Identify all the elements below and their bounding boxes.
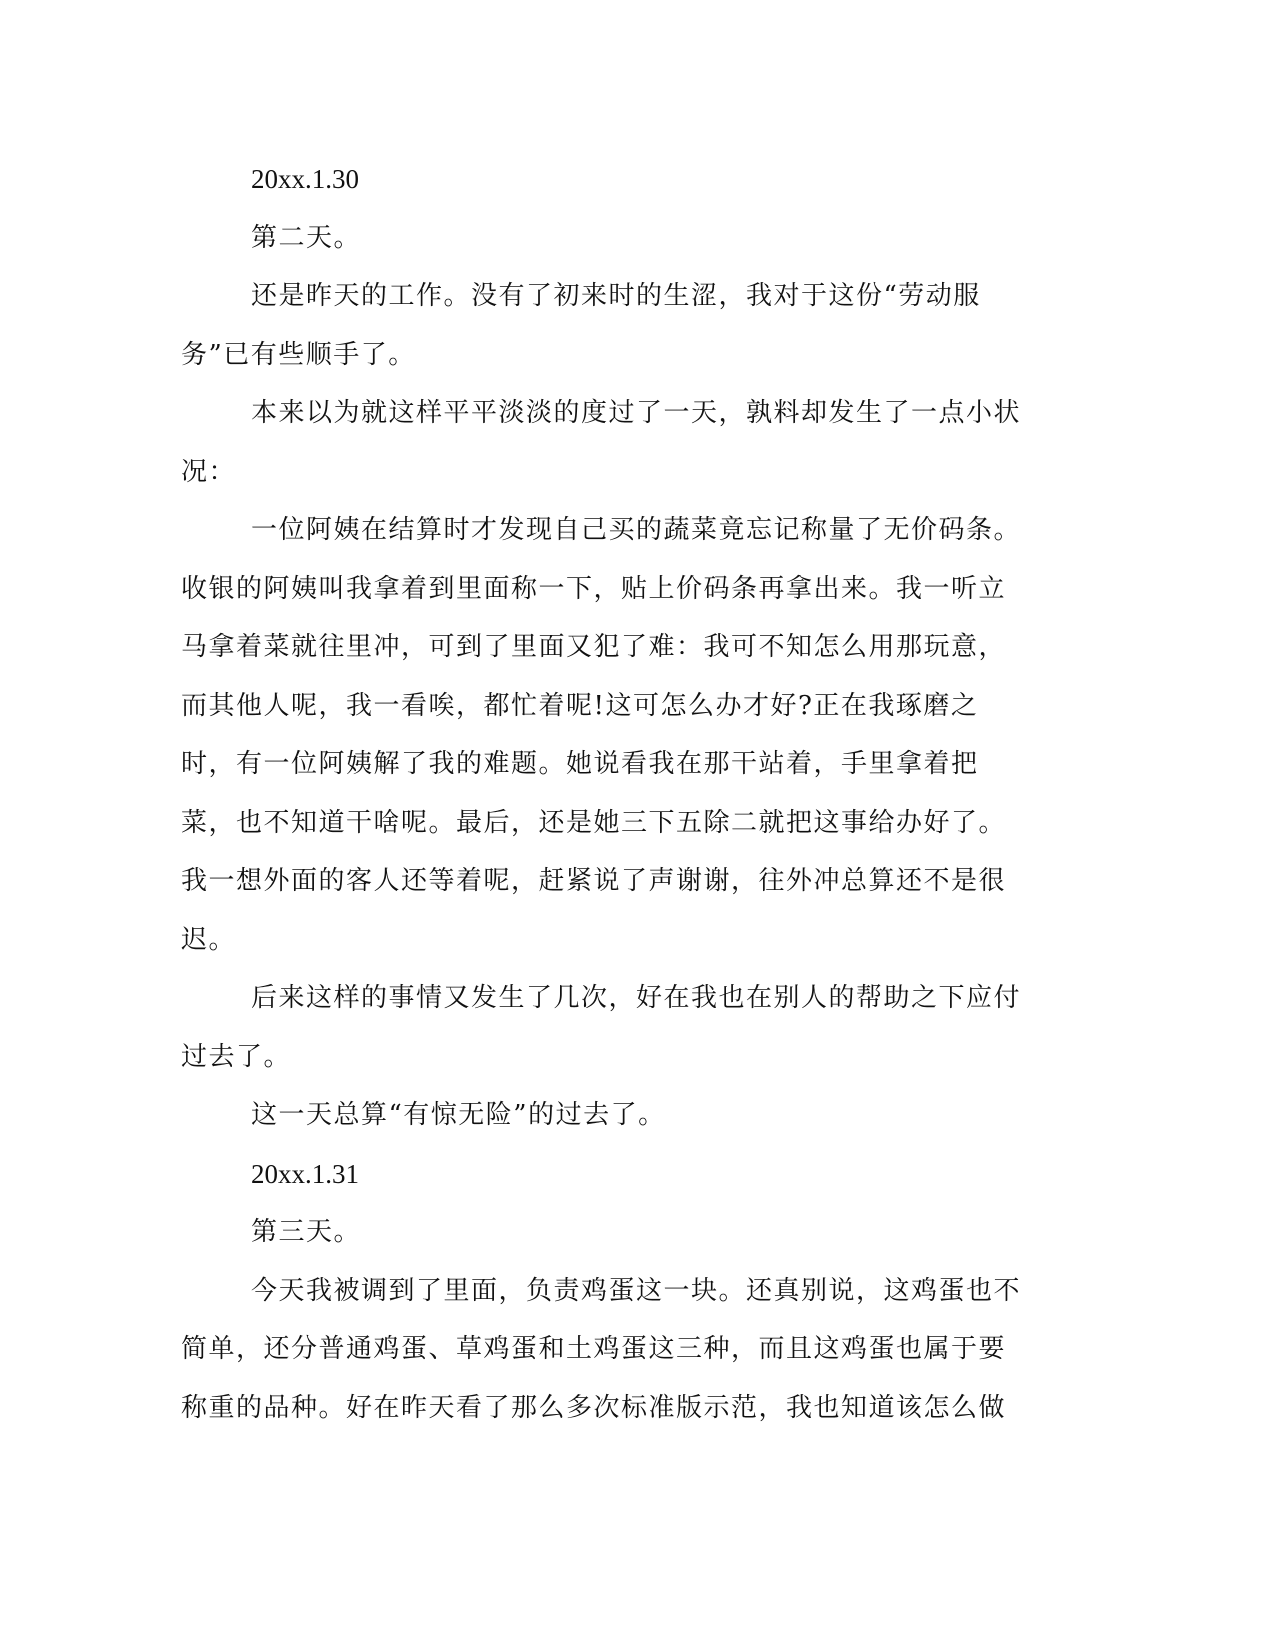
- document-page: [181, 150, 1031, 1437]
- paragraph: 今天我被调到了里面，负责鸡蛋这一块。还真别说，这鸡蛋也不简单，还分普通鸡蛋、草鸡蛋和土鸡蛋这三种，而且这鸡蛋也属于要称重的品种。好在昨天看了那么多次标准版示范，我也知道该怎么做: [181, 1275, 1022, 1423]
- date-heading: 20xx.1.30: [251, 164, 359, 194]
- paragraph: 后来这样的事情又发生了几次，好在我也在别人的帮助之下应付过去了。: [181, 983, 1022, 1072]
- date-heading: 20xx.1.31: [251, 1158, 359, 1189]
- day-heading: 第二天。: [251, 222, 362, 253]
- paragraph: 一位阿姨在结算时才发现自己买的蔬菜竟忘记称量了无价码条。收银的阿姨叫我拿着到里面称一下，贴上价码条再拿出来。我一听立马拿着菜就往里冲，可到了里面又犯了难：我可不知怎么用那玩意，而其他人呢，我一看唉，都忙着呢!这可怎么办才好?正在我琢磨之时，有一位阿姨解了我的难题。她说看我在那干站着，手里拿着把菜，也不知道干啥呢。最后，还是她三下五除二就把这事给办好了。我一想外面的客人还等着呢，赶紧说了声谢谢，往外冲总算还不是很迟。: [181, 515, 1022, 955]
- paragraph: 还是昨天的工作。没有了初来时的生涩，我对于这份“劳动服务”已有些顺手了。: [181, 281, 981, 370]
- day-heading: 第三天。: [251, 1217, 362, 1247]
- paragraph: 本来以为就这样平平淡淡的度过了一天，孰料却发生了一点小状况：: [181, 398, 1022, 487]
- paragraph: 这一天总算“有惊无险”的过去了。: [251, 1100, 666, 1130]
